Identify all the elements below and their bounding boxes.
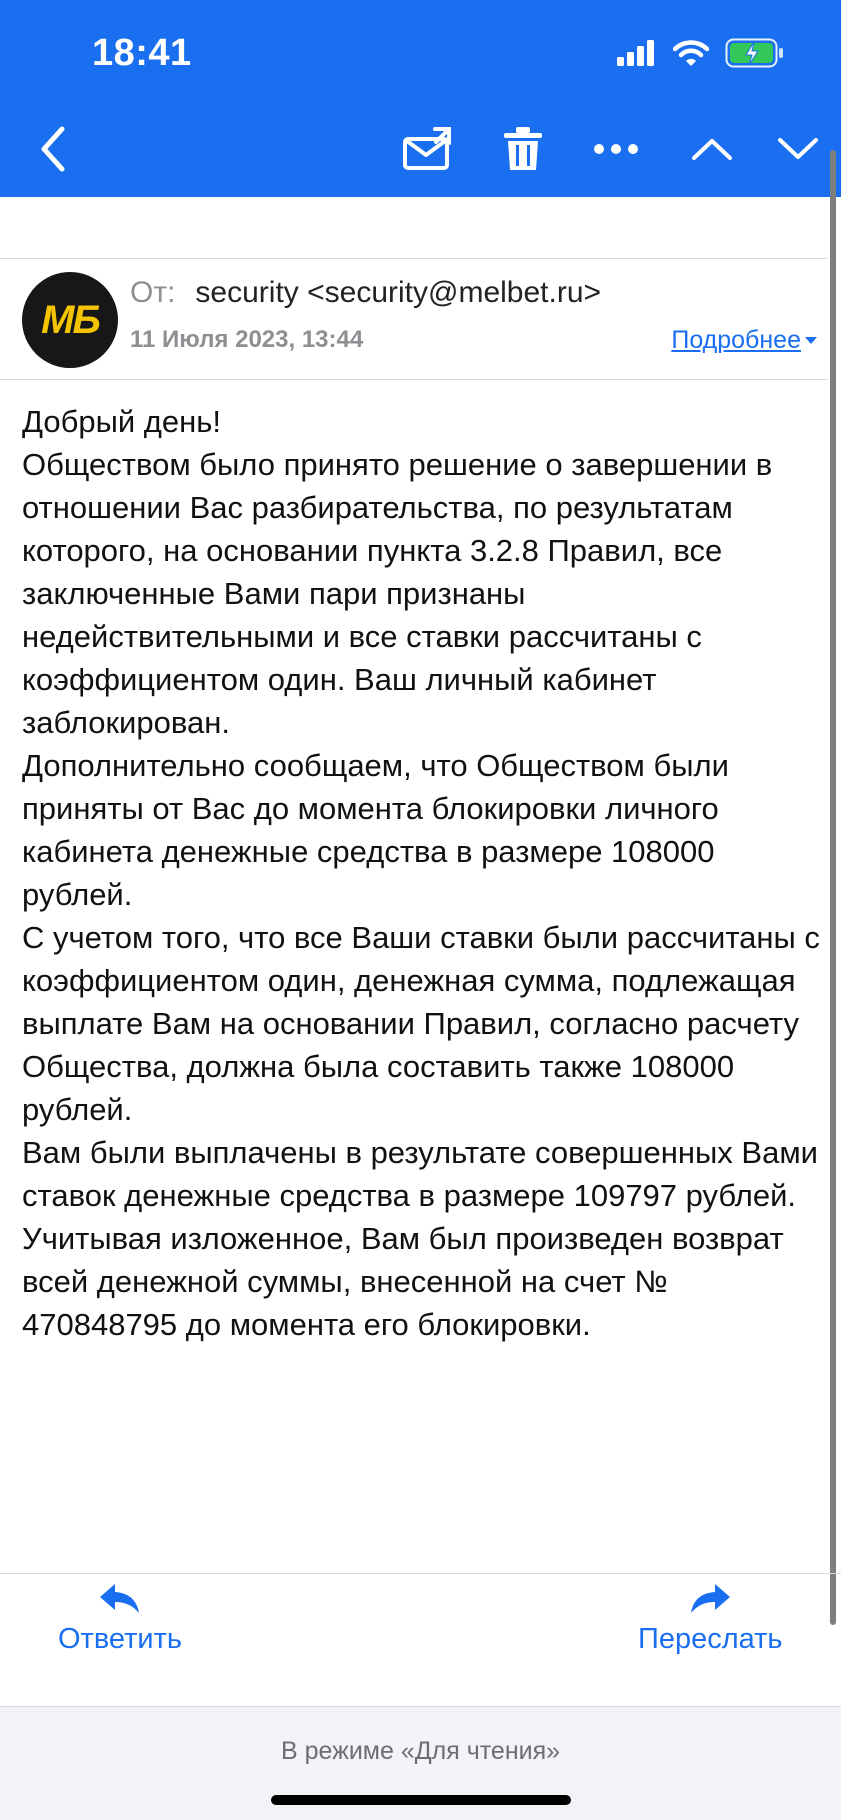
forward-icon xyxy=(689,1583,731,1615)
next-message-button[interactable] xyxy=(770,100,826,197)
message-date: 11 Июля 2023, 13:44 xyxy=(130,326,364,353)
subject-strip xyxy=(0,197,827,259)
scrollbar[interactable] xyxy=(830,150,836,1625)
from-label: От: xyxy=(130,276,176,309)
delete-button[interactable] xyxy=(497,100,549,197)
from-line xyxy=(130,276,601,310)
battery-charging-icon xyxy=(725,38,785,73)
more-button[interactable] xyxy=(588,100,644,197)
divider xyxy=(0,1573,841,1574)
wifi-icon xyxy=(673,39,709,72)
body-paragraph: Учитывая изложенное, Вам был произведен возврат всей денежной суммы, внесенной на счет № 470848795 до момента его блокировки. xyxy=(22,1221,784,1342)
back-icon xyxy=(38,125,68,173)
forward-button[interactable] xyxy=(638,1583,783,1656)
previous-icon xyxy=(691,137,733,161)
trash-icon xyxy=(503,126,543,172)
body-paragraph: Вам были выплачены в результате совершенных Вами ставок денежные средства в размере 109797 рублей. xyxy=(22,1135,818,1213)
body-paragraph: Дополнительно сообщаем, что Обществом были приняты от Вас до момента блокировки личного кабинета денежные средства в размере 108000 рублей. xyxy=(22,748,729,912)
caret-down-icon xyxy=(805,337,817,345)
body-paragraph: С учетом того, что все Ваши ставки были рассчитаны с коэффициентом один, денежная сумма, подлежащая выплате Вам на основании Правил, согласно расчету Общества, должна была составить также 108000 рублей. xyxy=(22,920,820,1127)
details-link[interactable] xyxy=(671,326,817,355)
avatar xyxy=(22,272,118,368)
status-time: 18:41 xyxy=(92,32,192,74)
reply-button[interactable] xyxy=(58,1583,182,1656)
status-bar xyxy=(0,0,841,100)
back-button[interactable] xyxy=(28,100,78,197)
sender-address[interactable]: security <security@melbet.ru> xyxy=(195,276,602,309)
move-mail-button[interactable] xyxy=(398,100,458,197)
mail-toolbar xyxy=(0,100,841,197)
previous-message-button[interactable] xyxy=(684,100,740,197)
more-icon xyxy=(593,143,639,155)
body-paragraph: Добрый день! xyxy=(22,404,222,439)
cellular-signal-icon xyxy=(617,40,657,71)
footer-bar xyxy=(0,1706,841,1820)
message-body xyxy=(22,400,822,1346)
details-link-label: Подробнее xyxy=(671,326,801,354)
reply-icon xyxy=(99,1583,141,1615)
reply-label: Ответить xyxy=(58,1623,182,1655)
body-paragraph: Обществом было принято решение о завершении в отношении Вас разбирательства, по результатам которого, на основании пункта 3.2.8 Правил, все заключенные Вами пари признаны недействительными и все ставки рассчитаны с коэффициентом один. Ваш личный кабинет заблокирован. xyxy=(22,447,773,740)
home-indicator[interactable] xyxy=(271,1795,571,1805)
forward-label: Переслать xyxy=(638,1623,783,1655)
message-header xyxy=(0,260,827,380)
avatar-initials: МБ xyxy=(41,297,99,342)
status-icons xyxy=(617,38,785,72)
move-mail-icon xyxy=(402,127,454,171)
next-icon xyxy=(777,137,819,161)
reader-mode-text[interactable]: В режиме «Для чтения» xyxy=(280,1737,561,1765)
